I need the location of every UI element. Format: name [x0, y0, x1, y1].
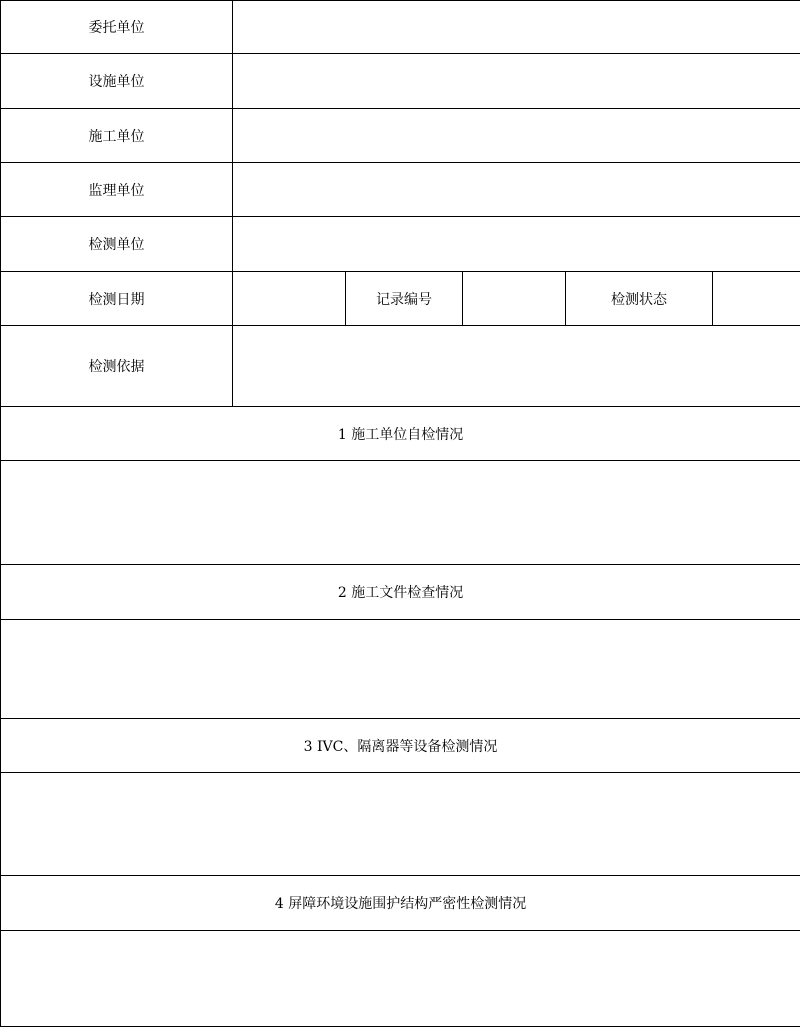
supervision-row — [1, 163, 800, 217]
client-field[interactable] — [233, 1, 800, 54]
inspection-org-label: 检测单位 — [1, 217, 233, 272]
construction-field[interactable] — [233, 109, 800, 163]
section-2-body-row — [1, 620, 800, 719]
client-label: 委托单位 — [1, 1, 233, 54]
record-no-label: 记录编号 — [346, 272, 463, 326]
section-1-body-row — [1, 461, 800, 565]
basis-field[interactable] — [233, 326, 800, 407]
inspection-org-row — [1, 217, 800, 272]
facility-label: 设施单位 — [1, 54, 233, 109]
supervision-label: 监理单位 — [1, 163, 233, 217]
section-2-content-area[interactable] — [1, 620, 800, 719]
basis-label: 检测依据 — [1, 326, 233, 407]
section-2-header-row — [1, 565, 800, 620]
inspection-status-label: 检测状态 — [566, 272, 713, 326]
section-3-content-area[interactable] — [1, 773, 800, 876]
inspection-date-row — [1, 272, 800, 326]
construction-label: 施工单位 — [1, 109, 233, 163]
inspection-date-label: 检测日期 — [1, 272, 233, 326]
section-4-body-row — [1, 931, 800, 1027]
construction-row — [1, 109, 800, 163]
section-1-header-row — [1, 407, 800, 461]
section-2-title: 2 施工文件检查情况 — [1, 565, 800, 620]
basis-row — [1, 326, 800, 407]
section-3-header-row — [1, 719, 800, 773]
record-no-field[interactable] — [463, 272, 566, 326]
section-4-title: 4 屏障环境设施围护结构严密性检测情况 — [1, 876, 800, 931]
supervision-field[interactable] — [233, 163, 800, 217]
inspection-org-field[interactable] — [233, 217, 800, 272]
section-3-body-row — [1, 773, 800, 876]
inspection-status-field[interactable] — [713, 272, 800, 326]
section-4-content-area[interactable] — [1, 931, 800, 1027]
section-3-title: 3 IVC、隔离器等设备检测情况 — [1, 719, 800, 773]
section-1-content-area[interactable] — [1, 461, 800, 565]
section-1-title: 1 施工单位自检情况 — [1, 407, 800, 461]
client-row — [1, 1, 800, 54]
inspection-date-field[interactable] — [233, 272, 346, 326]
facility-field[interactable] — [233, 54, 800, 109]
facility-row — [1, 54, 800, 109]
section-4-header-row — [1, 876, 800, 931]
